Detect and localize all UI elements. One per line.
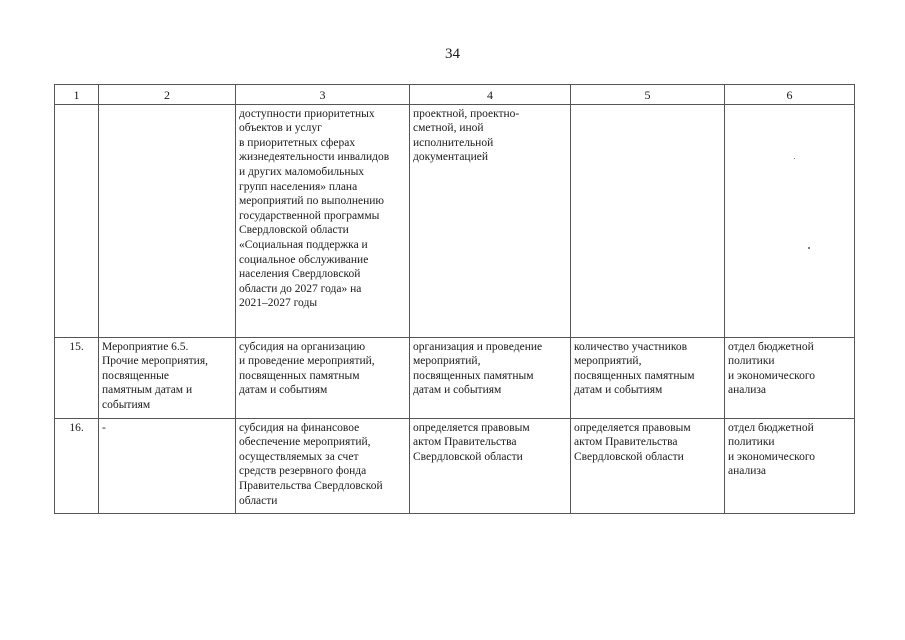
purpose-cell: определяется правовым актом Правительства Свердловской области — [410, 418, 571, 513]
row-number — [55, 104, 99, 337]
header-cell: 2 — [99, 85, 236, 105]
indicator-cell: количество участников мероприятий, посвященных памятным датам и событиям — [571, 337, 725, 418]
subsidy-cell: доступности приоритетных объектов и услуг в приоритетных сферах жизнедеятельности инвалидов и других маломобильных групп населения» плана мероприятий по выполнению государственной программы Свердловской области «Социальная поддержка и социальное обслуживание населения Свердловской области до 2027 года» на 2021–2027 годы — [236, 104, 410, 337]
header-cell: 3 — [236, 85, 410, 105]
header-cell: 1 — [55, 85, 99, 105]
table-header-row — [55, 85, 855, 105]
department-cell — [725, 104, 855, 337]
scan-speck — [808, 247, 810, 249]
department-cell: отдел бюджетной политики и экономического анализа — [725, 337, 855, 418]
table-row — [55, 337, 855, 418]
purpose-cell: организация и проведение мероприятий, посвященных памятным датам и событиям — [410, 337, 571, 418]
row-number: 15. — [55, 337, 99, 418]
table-row — [55, 418, 855, 513]
page-number: 34 — [445, 46, 460, 62]
scan-speck — [794, 158, 795, 159]
measure-name-cell — [99, 104, 236, 337]
header-cell: 4 — [410, 85, 571, 105]
indicator-cell — [571, 104, 725, 337]
header-cell: 6 — [725, 85, 855, 105]
department-cell: отдел бюджетной политики и экономического анализа — [725, 418, 855, 513]
purpose-cell: проектной, проектно- сметной, иной исполнительной документацией — [410, 104, 571, 337]
subsidy-cell: субсидия на финансовое обеспечение мероприятий, осуществляемых за счет средств резервного фонда Правительства Свердловской области — [236, 418, 410, 513]
measures-table — [54, 84, 855, 514]
indicator-cell: определяется правовым актом Правительства Свердловской области — [571, 418, 725, 513]
row-number: 16. — [55, 418, 99, 513]
subsidy-cell: субсидия на организацию и проведение мероприятий, посвященных памятным датам и событиям — [236, 337, 410, 418]
measure-name-cell: - — [99, 418, 236, 513]
measure-name-cell: Мероприятие 6.5. Прочие мероприятия, посвященные памятным датам и событиям — [99, 337, 236, 418]
table-row — [55, 104, 855, 337]
header-cell: 5 — [571, 85, 725, 105]
